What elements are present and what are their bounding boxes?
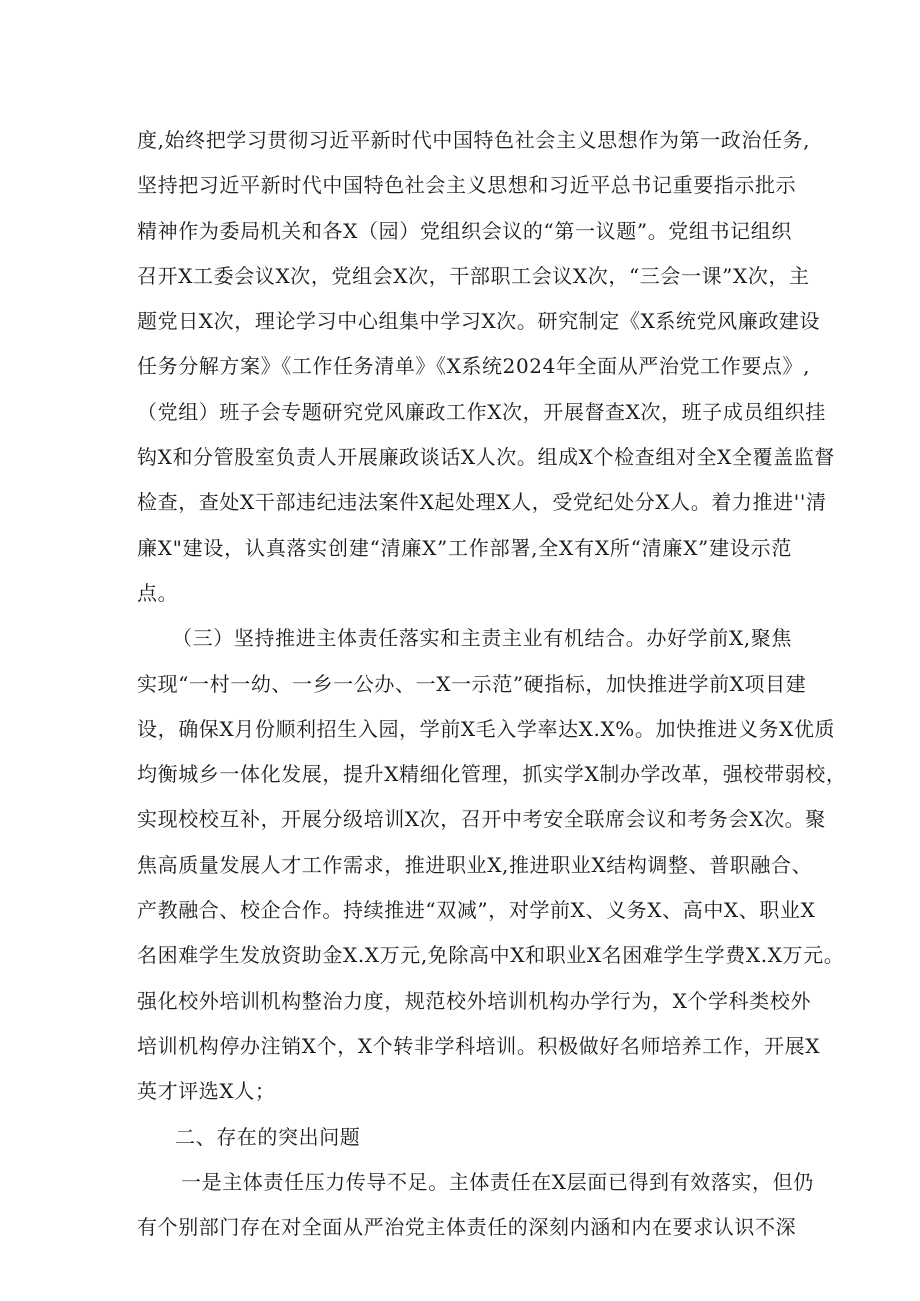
text-line: 点。 (137, 580, 179, 605)
text-line: 廉X"建设，认真落实创建“清廉X”工作部署,全X有X所“清廉X”建设示范 (137, 535, 792, 560)
text-line: 精神作为委局机关和各X（园）党组织会议的“第一议题”。党组书记组织 (137, 218, 792, 243)
text-line: 英才评选X人； (137, 1079, 276, 1104)
section-heading: 二、存在的突出问题 (175, 1124, 361, 1149)
text-line: 焦高质量发展人才工作需求，推进职业X,推进职业X结构调整、普职融合、 (137, 852, 813, 877)
paragraph-main-responsibility (137, 616, 847, 1114)
text-line: 实现“一村一幼、一乡一公办、一X一示范”硬指标，加快推进学前X项目建 (137, 671, 807, 696)
text-line: 召开X工委会议X次，党组会X次，干部职工会议X次，“三会一课”X次，主 (137, 263, 810, 288)
paragraph-party-building (137, 118, 835, 616)
text-line: 实现校校互补，开展分级培训X次，召开中考安全联席会议和考务会X次。聚 (137, 807, 826, 832)
text-line: 一是主体责任压力传导不足。主体责任在X层面已得到有效落实，但仍 (181, 1169, 814, 1194)
text-line: （党组）班子会专题研究党风廉政工作X次，开展督查X次，班子成员组织挂 (137, 399, 826, 424)
text-line: 产教融合、校企合作。持续推进“双减”，对学前X、义务X、高中X、职业X (137, 898, 816, 923)
text-line: 设，确保X月份顺利招生入园，学前X毛入学率达X.X%。加快推进义务X优质 (137, 716, 836, 741)
text-line: 名困难学生发放资助金X.X万元,免除高中X和职业X名困难学生学费X.X万元。 (137, 943, 845, 968)
text-line: 强化校外培训机构整治力度，规范校外培训机构办学行为，X个学科类校外 (137, 988, 812, 1013)
text-line: 培训机构停办注销X个，X个转非学科培训。积极做好名师培养工作，开展X (137, 1033, 821, 1058)
text-line: 均衡城乡一体化发展，提升X精细化管理，抓实学X制办学改革，强校带弱校， (137, 762, 847, 787)
text-line: 任务分解方案》《工作任务清单》《X系统2024年全面从严治党工作要点》, (137, 354, 811, 379)
text-line: 有个别部门存在对全面从严治党主体责任的深刻内涵和内在要求认识不深 (137, 1215, 797, 1240)
text-line: 坚持把习近平新时代中国特色社会主义思想和习近平总书记重要指示批示 (137, 173, 797, 198)
text-line: 钩X和分管股室负责人开展廉政谈话X人次。组成X个检查组对全X全覆盖监督 (137, 445, 835, 470)
text-line: （三）坚持推进主体责任落实和主责主业有机结合。办好学前X,聚焦 (172, 626, 792, 651)
text-line: 检查，查处X干部违纪违法案件X起处理X人，受党纪处分X人。着力推进''清 (137, 490, 827, 515)
text-line: 题党日X次，理论学习中心组集中学习X次。研究制定《X系统党风廉政建设 (137, 309, 821, 334)
text-line: 度,始终把学习贯彻习近平新时代中国特色社会主义思想作为第一政治任务, (137, 128, 811, 152)
paragraph-problems (137, 1160, 814, 1251)
